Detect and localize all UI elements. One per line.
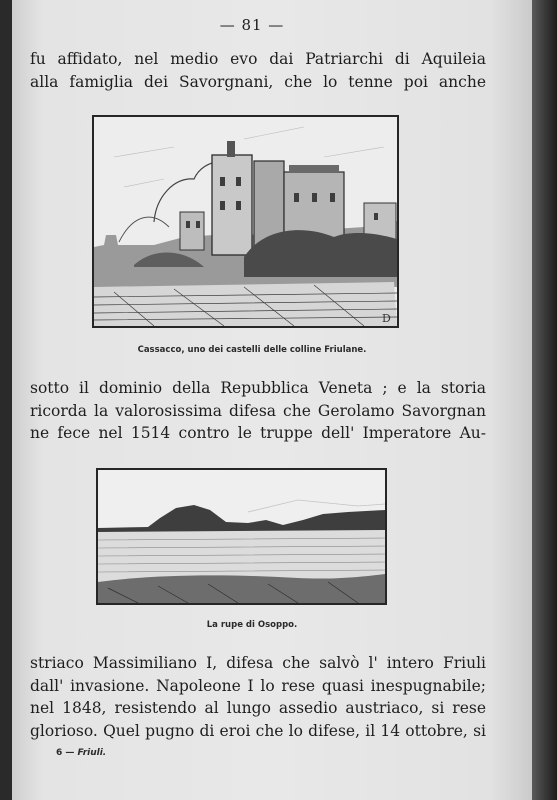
text-line: nel 1848, resistendo al lungo assedio austriaco, si rese (30, 699, 486, 717)
castle-illustration (92, 115, 399, 328)
signature-title: Friuli. (77, 748, 107, 758)
osoppo-illustration (96, 468, 387, 605)
svg-text:D: D (382, 312, 391, 325)
text-line: ricorda la valorosissima difesa che Gerolamo Savorgnan (30, 401, 486, 420)
text-line: ne fece nel 1514 contro le truppe dell' Imperatore Au- (30, 424, 486, 442)
book-page (12, 0, 532, 800)
printer-signature (56, 748, 106, 758)
text-line: sotto il dominio della Repubblica Veneta ; e la storia (30, 379, 486, 397)
text-line: dall' invasione. Napoleone I lo rese quasi inespugnabile; (30, 676, 486, 695)
text-line: glorioso. Quel pugno di eroi che lo difese, il 14 ottobre, si (30, 721, 486, 740)
text-line: striaco Massimiliano I, difesa che salvò l' intero Friuli (30, 654, 486, 672)
text-line: alla famiglia dei Savorgnani, che lo tenne poi anche (30, 72, 486, 91)
paragraph-2 (30, 377, 486, 445)
book-gutter (532, 0, 557, 800)
page-number: — 81 — (219, 16, 285, 34)
figure-2-caption: La rupe di Osoppo. (206, 620, 298, 630)
text-line: fu affidato, nel medio evo dai Patriarchi di Aquileia (30, 50, 486, 68)
paragraph-1 (30, 48, 486, 93)
castle-engraving (94, 117, 397, 326)
rock-engraving (98, 470, 385, 603)
signature-number: 6 — (56, 748, 75, 758)
figure-1-caption: Cassacco, uno dei castelli delle colline Friulane. (137, 345, 367, 355)
paragraph-3 (30, 652, 486, 742)
